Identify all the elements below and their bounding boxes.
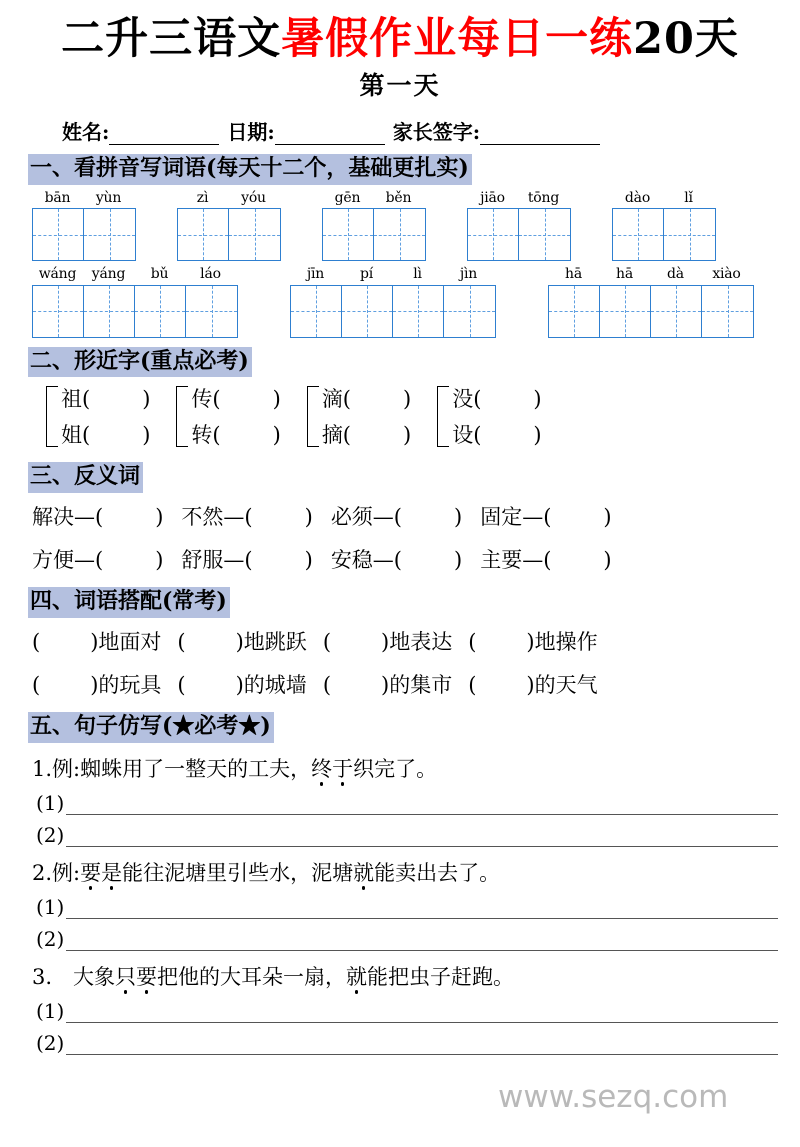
- closing-paren: ): [403, 387, 412, 412]
- answer-line-rule[interactable]: [66, 933, 778, 951]
- answer-line-tag: (1): [36, 894, 65, 919]
- tianzige-grid[interactable]: [32, 208, 136, 261]
- section-pinyin-header-wrap: [28, 154, 800, 185]
- example-number: 3.: [32, 964, 74, 989]
- similar-character-item[interactable]: [191, 417, 280, 453]
- closing-paren: ): [272, 387, 281, 412]
- antonym-prompt: 安稳—(: [330, 547, 403, 572]
- name-field[interactable]: [62, 116, 219, 145]
- tianzige-grid[interactable]: [612, 208, 716, 261]
- antonym-prompt: 必须—(: [330, 504, 403, 529]
- title-part-tail: 20天: [633, 14, 739, 64]
- section-antonyms-header-wrap: [28, 462, 800, 493]
- name-label: 姓名:: [62, 120, 110, 145]
- pinyin-label-row: [467, 191, 571, 206]
- name-blank[interactable]: [109, 125, 219, 145]
- emphasis-dot-character: 要: [136, 964, 158, 989]
- pinyin-syllable: zì: [196, 189, 209, 206]
- pinyin-syllable: hā: [565, 266, 582, 283]
- collocation-label: )的城墙: [235, 672, 307, 697]
- closing-paren: ): [304, 547, 313, 572]
- answer-line-tag: (2): [36, 926, 65, 951]
- collocation-item[interactable]: [468, 624, 597, 661]
- pinyin-syllable: pí: [359, 266, 374, 283]
- similar-character-items: [61, 381, 150, 453]
- similar-character-items: [452, 381, 541, 453]
- closing-paren: ): [304, 504, 313, 529]
- section-header-sentence-imitation: 五、句子仿写(★必考★): [28, 712, 274, 743]
- pinyin-grid-row-2: [32, 267, 800, 337]
- tianzige-cell[interactable]: [613, 209, 664, 260]
- tianzige-cell[interactable]: [84, 209, 135, 260]
- tianzige-grid[interactable]: [290, 285, 496, 338]
- pinyin-syllable: hā: [616, 266, 633, 283]
- closing-paren: ): [603, 504, 612, 529]
- pinyin-grid-row-1: [32, 191, 800, 261]
- bracket-icon: [46, 386, 58, 447]
- closing-paren: ): [533, 423, 542, 448]
- section-header-antonyms: 三、反义词: [28, 462, 143, 493]
- similar-character-item[interactable]: [191, 381, 280, 417]
- guardian-field[interactable]: [393, 116, 600, 145]
- similar-character-items: [322, 381, 411, 453]
- collocations-row-2: [32, 667, 800, 704]
- pinyin-word-block: [612, 191, 716, 261]
- collocation-label: )的天气: [526, 672, 598, 697]
- closing-paren: ): [454, 504, 463, 529]
- guardian-label: 家长签字:: [392, 120, 481, 145]
- collocations-row-1: [32, 624, 800, 661]
- antonym-prompt: 方便—(: [32, 547, 104, 572]
- tianzige-cell[interactable]: [651, 286, 702, 337]
- tianzige-cell[interactable]: [393, 286, 444, 337]
- closing-paren: ): [403, 423, 412, 448]
- example-sentence: [32, 753, 800, 783]
- tianzige-grid[interactable]: [548, 285, 754, 338]
- pinyin-label-row: [612, 191, 716, 206]
- emphasis-dot-character: 就: [346, 964, 368, 989]
- tianzige-cell[interactable]: [135, 286, 186, 337]
- collocation-label: )地面对: [90, 629, 162, 654]
- similar-character-item[interactable]: [452, 381, 541, 417]
- antonym-prompt: 解决—(: [32, 504, 104, 529]
- example-text: 能卖出去了。: [374, 860, 501, 885]
- collocation-label: )的玩具: [90, 672, 162, 697]
- tianzige-cell[interactable]: [600, 286, 651, 337]
- pinyin-syllable: běn: [385, 189, 412, 206]
- guardian-blank[interactable]: [480, 125, 600, 145]
- collocation-item[interactable]: [323, 624, 452, 661]
- pinyin-word-block: [290, 267, 496, 337]
- opening-paren: (: [32, 629, 41, 654]
- pinyin-syllable: dà: [667, 266, 684, 283]
- pinyin-word-block: [467, 191, 571, 261]
- date-label: 日期:: [227, 120, 275, 145]
- page-subtitle: 第一天: [359, 71, 441, 101]
- pinyin-label-row: [32, 191, 136, 206]
- collocation-label: )地操作: [526, 629, 598, 654]
- emphasis-dot-character: 是: [101, 860, 123, 885]
- example-sentence: [32, 857, 800, 887]
- answer-line-rule[interactable]: [66, 1005, 778, 1023]
- pinyin-label-row: [177, 191, 281, 206]
- pinyin-label-row: [32, 267, 238, 282]
- date-blank[interactable]: [275, 125, 385, 145]
- tianzige-cell[interactable]: [178, 209, 229, 260]
- pinyin-syllable: wáng: [38, 266, 77, 283]
- collocation-item[interactable]: [468, 667, 597, 704]
- antonyms-row-1: [32, 499, 800, 536]
- tianzige-cell[interactable]: [33, 209, 84, 260]
- emphasis-dot-character: 于: [332, 756, 354, 781]
- opening-paren: (: [322, 672, 332, 697]
- section-sentence-header-wrap: [28, 712, 800, 743]
- pinyin-label-row: [548, 267, 754, 282]
- antonym-prompt: 固定—(: [480, 504, 552, 529]
- emphasis-dot-character: 终: [311, 756, 333, 781]
- collocation-label: )的集市: [381, 672, 453, 697]
- tianzige-cell[interactable]: [549, 286, 600, 337]
- antonym-item[interactable]: [181, 499, 312, 536]
- similar-character-label: 转(: [191, 423, 221, 448]
- opening-paren: (: [468, 672, 477, 697]
- tianzige-cell[interactable]: [33, 286, 84, 337]
- closing-paren: ): [603, 547, 612, 572]
- page-title: [0, 16, 800, 62]
- answer-line-tag: (1): [36, 790, 65, 815]
- similar-character-label: 设(: [452, 423, 482, 448]
- opening-paren: (: [468, 629, 477, 654]
- antonym-prompt: 主要—(: [480, 547, 552, 572]
- tianzige-grid[interactable]: [177, 208, 281, 261]
- bracket-icon: [176, 386, 188, 447]
- antonym-item[interactable]: [32, 542, 163, 579]
- pinyin-syllable: yóu: [241, 189, 266, 206]
- tianzige-grid[interactable]: [32, 285, 238, 338]
- similar-character-label: 祖(: [61, 387, 91, 412]
- opening-paren: (: [322, 629, 332, 654]
- tianzige-cell[interactable]: [323, 209, 374, 260]
- antonym-prompt: 不然—(: [181, 504, 253, 529]
- answer-line-rule[interactable]: [66, 797, 778, 815]
- antonyms-row-2: [32, 542, 800, 579]
- answer-line[interactable]: [36, 791, 778, 815]
- antonym-item[interactable]: [480, 499, 611, 536]
- pinyin-syllable: lì: [413, 266, 422, 283]
- tianzige-cell[interactable]: [291, 286, 342, 337]
- similar-character-item[interactable]: [322, 417, 411, 453]
- example-text: 织完了。: [353, 756, 438, 781]
- pinyin-label-row: [322, 191, 426, 206]
- tianzige-cell[interactable]: [84, 286, 135, 337]
- bracket-icon: [307, 386, 319, 447]
- opening-paren: (: [32, 672, 41, 697]
- similar-character-label: 摘(: [321, 423, 352, 448]
- answer-line[interactable]: [36, 823, 778, 847]
- example-text: 蜘蛛用了一整天的工夫，: [80, 756, 312, 781]
- answer-line-tag: (2): [36, 1030, 65, 1055]
- section-header-similar-characters: 二、形近字(重点必考): [28, 347, 252, 378]
- pinyin-word-block: [32, 267, 238, 337]
- tianzige-cell[interactable]: [702, 286, 753, 337]
- closing-paren: ): [142, 387, 151, 412]
- similar-character-label: 没(: [452, 387, 482, 412]
- pinyin-syllable: bǔ: [150, 266, 169, 283]
- tianzige-cell[interactable]: [186, 286, 237, 337]
- tianzige-grid[interactable]: [322, 208, 426, 261]
- tianzige-cell[interactable]: [519, 209, 570, 260]
- antonym-item[interactable]: [331, 542, 462, 579]
- answer-line[interactable]: [36, 927, 778, 951]
- similar-character-label: 滴(: [321, 387, 352, 412]
- answer-line-tag: (2): [36, 822, 65, 847]
- answer-line-rule[interactable]: [66, 829, 778, 847]
- similar-character-group: [46, 381, 150, 453]
- collocation-item[interactable]: [177, 624, 306, 661]
- answer-line[interactable]: [36, 999, 778, 1023]
- emphasis-dot-character: 只: [115, 964, 137, 989]
- similar-character-group: [307, 381, 411, 453]
- collocation-item[interactable]: [32, 667, 161, 704]
- emphasis-dot-character: 要: [80, 860, 102, 885]
- pinyin-word-block: [322, 191, 426, 261]
- similar-character-label: 传(: [191, 387, 221, 412]
- worksheet-page: [0, 16, 800, 1147]
- similar-character-items: [191, 381, 280, 453]
- example-text: 能把虫子赶跑。: [367, 964, 515, 989]
- tianzige-grid[interactable]: [467, 208, 571, 261]
- tianzige-cell[interactable]: [342, 286, 393, 337]
- similar-character-label: 姐(: [61, 423, 91, 448]
- similar-character-item[interactable]: [61, 381, 150, 417]
- opening-paren: (: [177, 629, 186, 654]
- pinyin-syllable: lǐ: [684, 189, 693, 206]
- similar-character-group: [437, 381, 541, 453]
- similar-character-item[interactable]: [61, 417, 150, 453]
- collocation-item[interactable]: [32, 624, 161, 661]
- similar-characters-row: [46, 381, 800, 453]
- answer-line-rule[interactable]: [66, 1037, 778, 1055]
- closing-paren: ): [454, 547, 463, 572]
- pinyin-syllable: jīn: [306, 266, 325, 283]
- section-similar-header-wrap: [28, 347, 800, 378]
- answer-line-tag: (1): [36, 998, 65, 1023]
- antonym-prompt: 舒服—(: [181, 547, 253, 572]
- pinyin-syllable: xiào: [712, 266, 741, 283]
- opening-paren: (: [177, 672, 186, 697]
- example-number: 2.例:: [32, 860, 81, 885]
- pinyin-label-row: [290, 267, 496, 282]
- pinyin-syllable: bān: [44, 189, 71, 206]
- answer-line-rule[interactable]: [66, 901, 778, 919]
- emphasis-dot-character: 就: [353, 860, 375, 885]
- closing-paren: ): [533, 387, 542, 412]
- closing-paren: ): [142, 423, 151, 448]
- collocation-item[interactable]: [177, 667, 306, 704]
- collocation-item[interactable]: [323, 667, 452, 704]
- closing-paren: ): [272, 423, 281, 448]
- tianzige-cell[interactable]: [444, 286, 495, 337]
- pinyin-syllable: dào: [624, 189, 651, 206]
- title-part-black: 二升三语文: [61, 14, 282, 64]
- pinyin-syllable: jiāo: [480, 189, 505, 206]
- pinyin-word-block: [32, 191, 136, 261]
- antonym-item[interactable]: [331, 499, 462, 536]
- sentence-examples-list: [0, 753, 800, 1055]
- similar-character-item[interactable]: [452, 417, 541, 453]
- example-text: 能往泥塘里引些水，泥塘: [122, 860, 354, 885]
- antonym-item[interactable]: [480, 542, 611, 579]
- closing-paren: ): [155, 504, 164, 529]
- bracket-icon: [437, 386, 449, 447]
- closing-paren: ): [155, 547, 164, 572]
- tianzige-cell[interactable]: [229, 209, 280, 260]
- date-field[interactable]: [227, 116, 384, 145]
- pinyin-syllable: yùn: [95, 189, 122, 206]
- pinyin-word-block: [177, 191, 281, 261]
- tianzige-cell[interactable]: [468, 209, 519, 260]
- section-header-pinyin: 一、看拼音写词语(每天十二个，基础更扎实): [28, 154, 472, 185]
- pinyin-word-block: [548, 267, 754, 337]
- example-sentence: [32, 961, 800, 991]
- pinyin-syllable: yáng: [91, 266, 126, 283]
- antonym-item[interactable]: [181, 542, 312, 579]
- pinyin-syllable: jìn: [459, 266, 478, 283]
- similar-character-item[interactable]: [322, 381, 411, 417]
- section-header-collocations: 四、词语搭配(常考): [28, 587, 230, 618]
- title-part-red: 暑假作业每日一练: [281, 14, 634, 64]
- example-text: 大象: [73, 964, 116, 989]
- tianzige-cell[interactable]: [374, 209, 425, 260]
- student-meta-row: [62, 116, 788, 145]
- collocation-label: )地表达: [381, 629, 453, 654]
- answer-line[interactable]: [36, 1031, 778, 1055]
- pinyin-syllable: tōng: [527, 189, 560, 206]
- pinyin-syllable: láo: [200, 266, 221, 283]
- antonym-item[interactable]: [32, 499, 163, 536]
- watermark: www.sezq.com: [498, 1079, 729, 1115]
- tianzige-cell[interactable]: [664, 209, 715, 260]
- example-text: 把他的大耳朵一扇，: [157, 964, 347, 989]
- collocation-label: )地跳跃: [235, 629, 307, 654]
- example-number: 1.例:: [32, 756, 81, 781]
- section-collocations-header-wrap: [28, 587, 800, 618]
- pinyin-syllable: gēn: [334, 189, 361, 206]
- answer-line[interactable]: [36, 895, 778, 919]
- similar-character-group: [176, 381, 280, 453]
